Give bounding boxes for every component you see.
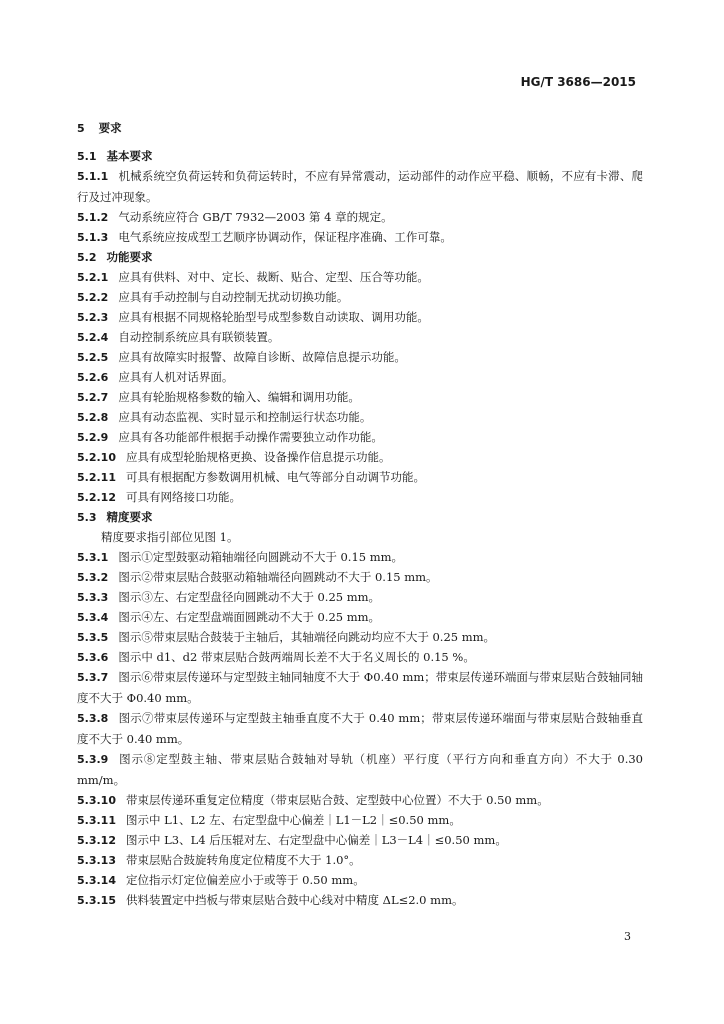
clause-number: 5.3.9: [77, 753, 109, 766]
clause-item: [77, 307, 643, 327]
clause-number: 5.2.1: [77, 271, 109, 284]
clause-text: 图示中 L1、L2 左、右定型盘中心偏差｜L1－L2｜≤0.50 mm。: [125, 813, 461, 827]
clause-text: 图示⑤带束层贴合鼓装于主轴后，其轴端径向跳动均应不大于 0.25 mm。: [118, 630, 496, 644]
clause-number: 5.2.5: [77, 351, 109, 364]
clause-text: 应具有供料、对中、定长、裁断、贴合、定型、压合等功能。: [118, 270, 429, 284]
clause-text: 应具有轮胎规格参数的输入、编辑和调用功能。: [118, 390, 360, 404]
document-body: [77, 118, 643, 910]
clause-item: [77, 890, 643, 910]
clause-item: [77, 267, 643, 287]
clause-number: 5.2.8: [77, 411, 109, 424]
clause-number: 5.3.2: [77, 571, 109, 584]
clause-number: 5.3.12: [77, 834, 116, 847]
clause-text: 图示③左、右定型盘径向圆跳动不大于 0.25 mm。: [118, 590, 381, 604]
clause-item: [77, 287, 643, 307]
clause-text: 图示⑧定型鼓主轴、带束层贴合鼓轴对导轨（机座）平行度（平行方向和垂直方向）不大于 0.30 mm/m。: [77, 752, 643, 787]
clause-text: 图示②带束层贴合鼓驱动箱轴端径向圆跳动不大于 0.15 mm。: [118, 570, 438, 584]
clause-number: 5.3.11: [77, 814, 116, 827]
page-number: 3: [624, 930, 631, 943]
section-heading: [77, 118, 643, 138]
clause-text: 图示④左、右定型盘端面圆跳动不大于 0.25 mm。: [118, 610, 381, 624]
subsection-heading: [77, 146, 643, 166]
clause-text: 应具有动态监视、实时显示和控制运行状态功能。: [118, 410, 372, 424]
clause-paragraph: [77, 708, 643, 749]
clause-text: 精度要求指引部位见图 1。: [101, 530, 239, 544]
clause-item: [77, 627, 643, 647]
clause-text: 要求: [98, 121, 122, 135]
clause-paragraph: [77, 166, 643, 207]
clause-item: [77, 850, 643, 870]
clause-text: 图示⑦带束层传递环与定型鼓主轴垂直度不大于 0.40 mm；带束层传递环端面与带束层贴合鼓轴垂直度不大于 0.40 mm。: [77, 711, 643, 746]
clause-text: 气动系统应符合 GB/T 7932—2003 第 4 章的规定。: [118, 210, 393, 224]
clause-item: [77, 810, 643, 830]
clause-number: 5.3.6: [77, 651, 109, 664]
clause-number: 5.3.8: [77, 712, 109, 725]
clause-text: 机械系统空负荷运转和负荷运转时，不应有异常震动，运动部件的动作应平稳、顺畅，不应有卡滞、爬行及过冲现象。: [77, 169, 643, 204]
clause-text: 带束层传递环重复定位精度（带束层贴合鼓、定型鼓中心位置）不大于 0.50 mm。: [125, 793, 549, 807]
clause-item: [77, 207, 643, 227]
clause-paragraph: [77, 749, 643, 790]
clause-text: 应具有人机对话界面。: [118, 370, 234, 384]
clause-number: 5.3.13: [77, 854, 116, 867]
clause-item: [77, 587, 643, 607]
clause-number: 5.2.11: [77, 471, 116, 484]
clause-item: [77, 447, 643, 467]
clause-item: [77, 407, 643, 427]
clause-text: 应具有各功能部件根据手动操作需要独立动作功能。: [118, 430, 383, 444]
clause-number: 5.2.6: [77, 371, 109, 384]
clause-number: 5.1.1: [77, 170, 109, 183]
clause-item: [77, 567, 643, 587]
clause-item: [77, 547, 643, 567]
clause-number: 5.3.7: [77, 671, 109, 684]
subsection-heading: [77, 247, 643, 267]
clause-text: 带束层贴合鼓旋转角度定位精度不大于 1.0°。: [125, 853, 361, 867]
clause-text: 应具有成型轮胎规格更换、设备操作信息提示功能。: [125, 450, 391, 464]
clause-number: 5.2.4: [77, 331, 109, 344]
clause-number: 5.3.1: [77, 551, 109, 564]
clause-text: 可具有网络接口功能。: [125, 490, 241, 504]
clause-text: 可具有根据配方参数调用机械、电气等部分自动调节功能。: [125, 470, 425, 484]
clause-item: [77, 227, 643, 247]
clause-text: 供料装置定中挡板与带束层贴合鼓中心线对中精度 ΔL≤2.0 mm。: [125, 893, 464, 907]
clause-number: 5.2: [77, 251, 97, 264]
clause-number: 5.1.2: [77, 211, 109, 224]
clause-item: [77, 467, 643, 487]
clause-number: 5.3.5: [77, 631, 109, 644]
clause-item: [77, 647, 643, 667]
clause-number: 5.2.10: [77, 451, 116, 464]
clause-item: [77, 327, 643, 347]
clause-paragraph: [77, 527, 643, 547]
clause-number: 5.2.12: [77, 491, 116, 504]
clause-number: 5.2.7: [77, 391, 109, 404]
clause-text: 定位指示灯定位偏差应小于或等于 0.50 mm。: [125, 873, 365, 887]
clause-paragraph: [77, 667, 643, 708]
clause-number: 5.3.10: [77, 794, 116, 807]
clause-text: 应具有故障实时报警、故障自诊断、故障信息提示功能。: [118, 350, 406, 364]
clause-item: [77, 387, 643, 407]
clause-text: 图示中 L3、L4 后压辊对左、右定型盘中心偏差｜L3－L4｜≤0.50 mm。: [125, 833, 507, 847]
clause-number: 5.2.2: [77, 291, 109, 304]
clause-text: 应具有手动控制与自动控制无扰动切换功能。: [118, 290, 349, 304]
clause-text: 自动控制系统应具有联锁装置。: [118, 330, 280, 344]
clause-number: 5.2.9: [77, 431, 109, 444]
clause-text: 基本要求: [106, 149, 153, 163]
clause-text: 电气系统应按成型工艺顺序协调动作，保证程序准确、工作可靠。: [118, 230, 452, 244]
clause-number: 5.3.15: [77, 894, 116, 907]
clause-item: [77, 367, 643, 387]
clause-item: [77, 607, 643, 627]
clause-text: 功能要求: [106, 250, 153, 264]
clause-number: 5.3.4: [77, 611, 109, 624]
clause-text: 应具有根据不同规格轮胎型号成型参数自动读取、调用功能。: [118, 310, 429, 324]
clause-text: 图示①定型鼓驱动箱轴端径向圆跳动不大于 0.15 mm。: [118, 550, 404, 564]
clause-item: [77, 830, 643, 850]
clause-item: [77, 487, 643, 507]
clause-text: 图示⑥带束层传递环与定型鼓主轴同轴度不大于 Φ0.40 mm；带束层传递环端面与带束层贴合鼓轴同轴度不大于 Φ0.40 mm。: [77, 670, 643, 705]
clause-text: 图示中 d1、d2 带束层贴合鼓两端周长差不大于名义周长的 0.15 %。: [118, 650, 475, 664]
document-id-header: HG/T 3686—2015: [520, 75, 636, 89]
clause-text: 精度要求: [106, 510, 153, 524]
clause-item: [77, 870, 643, 890]
clause-item: [77, 347, 643, 367]
clause-number: 5.3: [77, 511, 97, 524]
clause-number: 5: [77, 122, 85, 135]
subsection-heading: [77, 507, 643, 527]
clause-number: 5.1.3: [77, 231, 109, 244]
clause-number: 5.3.3: [77, 591, 109, 604]
clause-number: 5.3.14: [77, 874, 116, 887]
clause-item: [77, 790, 643, 810]
clause-item: [77, 427, 643, 447]
clause-number: 5.2.3: [77, 311, 109, 324]
clause-number: 5.1: [77, 150, 97, 163]
